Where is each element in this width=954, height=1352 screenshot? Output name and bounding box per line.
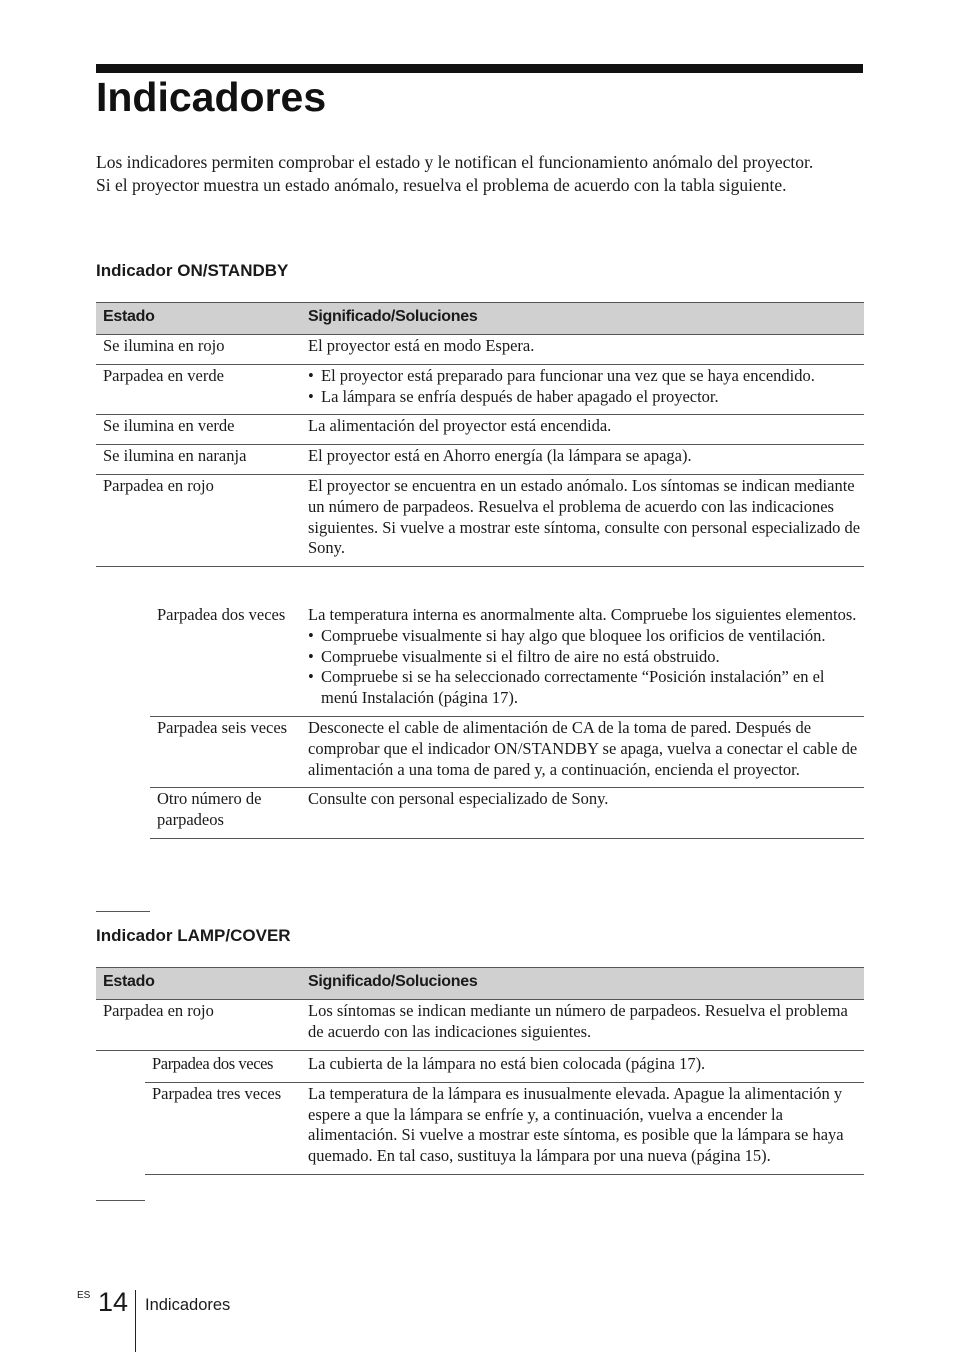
intro-paragraph: Si el proyector muestra un estado anómalo, resuelva el problema de acuerdo con la tabla siguiente. (96, 175, 787, 195)
table-row (150, 788, 864, 839)
significado-cell: La alimentación del proyector está encendida. (308, 416, 612, 436)
significado-text: La temperatura interna es anormalmente alta. Compruebe los siguientes elementos. (308, 605, 857, 624)
table-bottom-rule (96, 911, 150, 912)
table-row (96, 415, 864, 445)
footer-divider (135, 1290, 136, 1352)
bullet-list (308, 366, 864, 408)
significado-cell: Los síntomas se indican mediante un número de parpadeos. Resuelva el problema de acuerdo con las indicaciones siguientes. (308, 1001, 848, 1041)
estado-cell: Parpadea en rojo (103, 475, 214, 495)
estado-cell: Parpadea seis veces (157, 717, 288, 737)
intro-paragraph: Los indicadores permiten comprobar el estado y le notifican el funcionamiento anómalo del proyector. (96, 152, 814, 172)
column-header-estado: Estado (96, 968, 308, 1000)
page-title: Indicadores (96, 74, 327, 120)
estado-cell: Parpadea en rojo (103, 1001, 214, 1020)
significado-cell: El proyector se encuentra en un estado anómalo. Los síntomas se indican mediante un número de parpadeos. Resuelva el problema de acuerdo con las indicaciones siguientes. Si vuelve a mostrar este síntoma, consulte con personal especializado de Sony. (308, 475, 861, 558)
estado-cell: Parpadea en verde (103, 365, 224, 385)
estado-cell: Se ilumina en verde (103, 416, 235, 436)
significado-cell: La cubierta de la lámpara no está bien colocada (página 17). (308, 1054, 706, 1073)
significado-cell: Desconecte el cable de alimentación de CA de la toma de pared. Después de comprobar que el indicador ON/STANDBY se apaga, vuelva a conectar el cable de alimentación a una toma de pared y, a continuación, encienda el proyector. (308, 717, 858, 779)
bullet-item: • Compruebe si se ha seleccionado correctamente “Posición instalación” en el menú Instalación (página 17). (308, 667, 864, 709)
significado-cell: La temperatura de la lámpara es inusualmente elevada. Apague la alimentación y espere a que la lámpara se enfríe y, a continuación, vuelva a encender la alimentación. Si vuelve a mostrar este síntoma, es posible que la lámpara se haya quemado. En tal caso, sustituya la lámpara por una nueva (página 15). (308, 1083, 844, 1166)
section-heading-lamp: Indicador LAMP/COVER (96, 926, 291, 945)
table-row (96, 474, 864, 566)
intro-text (96, 151, 864, 197)
table-row (96, 364, 864, 415)
standby-subtable (150, 604, 864, 839)
footer-section-label: Indicadores (145, 1296, 231, 1314)
table-row (96, 1000, 864, 1051)
lamp-table (96, 967, 864, 1051)
table-header-row (96, 303, 864, 335)
bullet-list (308, 626, 864, 709)
significado-cell (308, 364, 864, 415)
table-header-row (96, 968, 864, 1000)
estado-cell: Se ilumina en rojo (103, 336, 225, 355)
language-code: ES (77, 1290, 91, 1301)
significado-cell: El proyector está en Ahorro energía (la lámpara se apaga). (308, 446, 692, 466)
table-row (96, 445, 864, 475)
bullet-item: • Compruebe visualmente si hay algo que bloquee los orificios de ventilación. (308, 626, 864, 647)
table-bottom-rule (96, 1200, 145, 1201)
table-row (150, 716, 864, 787)
significado-cell: El proyector está en modo Espera. (308, 336, 535, 355)
column-header-significado: Significado/Soluciones (308, 968, 864, 1000)
table-row (150, 604, 864, 716)
bullet-item: • Compruebe visualmente si el filtro de aire no está obstruido. (308, 647, 864, 668)
estado-cell: Parpadea dos veces (157, 605, 286, 624)
estado-cell: Parpadea dos veces (152, 1054, 274, 1073)
significado-cell: Consulte con personal especializado de Sony. (308, 789, 609, 809)
significado-cell (308, 604, 864, 716)
bullet-item: • El proyector está preparado para funcionar una vez que se haya encendido. (308, 366, 864, 387)
estado-cell: Otro número de parpadeos (157, 789, 262, 830)
column-header-significado: Significado/Soluciones (308, 303, 864, 335)
table-row (145, 1053, 864, 1082)
bullet-item: • La lámpara se enfría después de haber apagado el proyector. (308, 387, 864, 408)
table-row (145, 1082, 864, 1174)
standby-table (96, 302, 864, 567)
estado-cell: Parpadea tres veces (152, 1083, 282, 1103)
section-heading-standby: Indicador ON/STANDBY (96, 261, 289, 280)
lamp-subtable (145, 1053, 864, 1175)
estado-cell: Se ilumina en naranja (103, 446, 247, 466)
page-number: 14 (98, 1287, 129, 1317)
table-row (96, 335, 864, 365)
column-header-estado: Estado (96, 303, 308, 335)
